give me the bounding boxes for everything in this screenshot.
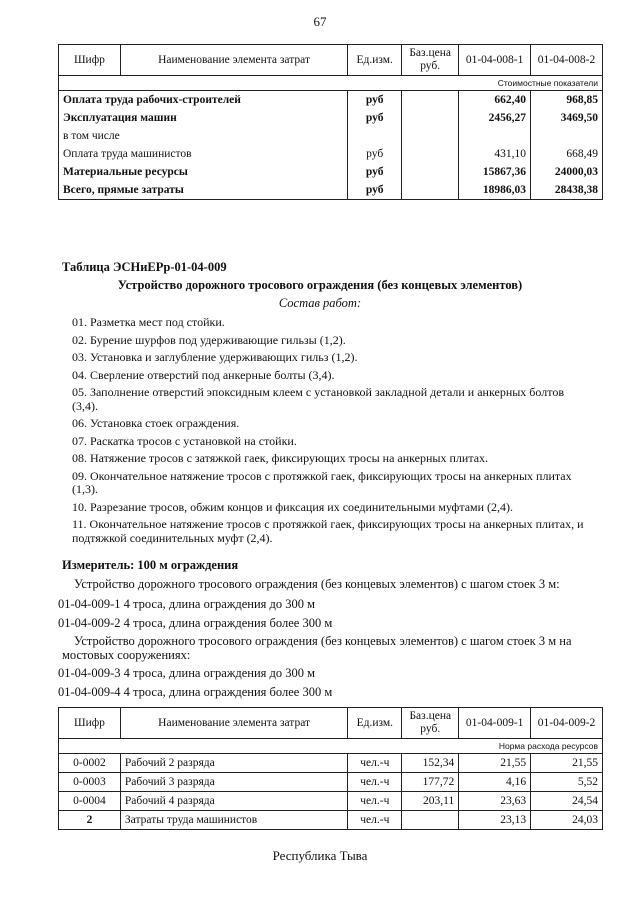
table-row	[59, 181, 603, 200]
row-code: 2	[59, 811, 121, 830]
operation-item: 10. Разрезание тросов, обжим концов и фиксация их соединительными муфтами (2,4).	[72, 499, 514, 514]
variant-item: 01-04-009-1 4 троса, длина ограждения до 300 м	[58, 597, 316, 611]
header-unit: Ед.изм.	[348, 45, 402, 76]
row-name: Всего, прямые затраты	[59, 181, 348, 200]
row-value-2: 968,85	[531, 91, 603, 110]
operation-item: 07. Раскатка тросов с установкой на стойки.	[72, 433, 297, 448]
table-header-row	[59, 45, 603, 76]
section-title: Устройство дорожного тросового ограждения (без концевых элементов)	[117, 278, 523, 292]
operation-item: 03. Установка и заглубление удерживающих гильз (1,2).	[72, 350, 358, 364]
operations-list	[72, 316, 592, 549]
row-unit: руб	[348, 91, 402, 110]
header-name: Наименование элемента затрат	[120, 45, 347, 76]
table-row	[59, 127, 603, 145]
row-value-1: 431,10	[459, 145, 531, 163]
table-row	[59, 792, 603, 811]
row-value-1: 18986,03	[459, 181, 531, 200]
row-price	[402, 181, 459, 200]
row-name: Материальные ресурсы	[59, 163, 348, 181]
row-value-1	[459, 127, 531, 145]
variant-intro-bridges: Устройство дорожного тросового ограждения (без концевых элементов) с шагом стоек 3 м на мостовых сооружениях:	[62, 634, 572, 662]
row-price: 203,11	[402, 792, 459, 811]
cost-table	[58, 44, 603, 200]
table-row	[59, 754, 603, 773]
row-price	[402, 145, 459, 163]
row-value-1: 21,55	[459, 754, 531, 773]
row-price	[402, 109, 459, 127]
row-unit: чел.-ч	[348, 811, 402, 830]
operation-item: 02. Бурение шурфов под удерживающие гильзы (1,2).	[72, 332, 346, 347]
variant-item: 01-04-009-3 4 троса, длина ограждения до 300 м	[58, 666, 316, 680]
table-subheader-row	[59, 739, 603, 754]
row-unit: руб	[348, 109, 402, 127]
row-value-2: 3469,50	[531, 109, 603, 127]
row-name: Рабочий 4 разряда	[120, 792, 347, 811]
row-unit: чел.-ч	[348, 754, 402, 773]
operation-item: 11. Окончательное натяжение тросов с протяжкой гаек, фиксирующих тросы на анкерных плитах, и подтяжкой соединительных муфт (2,4).	[72, 517, 584, 545]
row-value-1: 23,13	[459, 811, 531, 830]
header-col-2: 01-04-009-2	[531, 708, 603, 739]
operation-item: 01. Разметка мест под стойки.	[72, 315, 225, 329]
variant-intro: Устройство дорожного тросового ограждения (без концевых элементов) с шагом стоек 3 м:	[74, 577, 560, 591]
subheader-label: Норма расхода ресурсов	[59, 739, 603, 754]
row-code: 0-0002	[59, 754, 121, 773]
row-name: Оплата труда рабочих-строителей	[59, 91, 348, 110]
variant-item: 01-04-009-4 4 троса, длина ограждения более 300 м	[58, 685, 333, 699]
row-price	[402, 127, 459, 145]
row-value-2: 24,54	[531, 792, 603, 811]
row-name: Затраты труда машинистов	[120, 811, 347, 830]
page-number: 67	[313, 14, 327, 29]
header-unit: Ед.изм.	[348, 708, 402, 739]
table-row	[59, 91, 603, 110]
header-base-price: Баз.цена руб.	[402, 45, 459, 76]
table-header-row	[59, 708, 603, 739]
variant-item: 01-04-009-2 4 троса, длина ограждения более 300 м	[58, 616, 333, 630]
table-row	[59, 163, 603, 181]
row-name: в том числе	[59, 127, 348, 145]
row-unit: руб	[348, 145, 402, 163]
row-value-1: 15867,36	[459, 163, 531, 181]
row-value-2: 21,55	[531, 754, 603, 773]
row-unit: чел.-ч	[348, 773, 402, 792]
row-value-2	[531, 127, 603, 145]
section-subtitle: Состав работ:	[278, 296, 362, 310]
subheader-label: Стоимостные показатели	[59, 76, 603, 91]
row-value-2: 668,49	[531, 145, 603, 163]
operation-item: 09. Окончательное натяжение тросов с протяжкой гаек, фиксирующих тросы на анкерных плитах (1,3).	[72, 468, 572, 496]
table-row	[59, 145, 603, 163]
row-code: 0-0003	[59, 773, 121, 792]
row-price	[402, 163, 459, 181]
row-price: 177,72	[402, 773, 459, 792]
row-value-1: 4,16	[459, 773, 531, 792]
operation-item: 05. Заполнение отверстий эпоксидным клеем с установкой закладной детали и анкерных болтов (3,4).	[72, 385, 564, 413]
row-code: 0-0004	[59, 792, 121, 811]
operation-item: 06. Установка стоек ограждения.	[72, 416, 240, 430]
row-name: Оплата труда машинистов	[59, 145, 348, 163]
row-price: 152,34	[402, 754, 459, 773]
row-name: Рабочий 2 разряда	[120, 754, 347, 773]
row-price	[402, 811, 459, 830]
row-name: Эксплуатация машин	[59, 109, 348, 127]
row-name: Рабочий 3 разряда	[120, 773, 347, 792]
row-unit: руб	[348, 181, 402, 200]
row-value-2: 24000,03	[531, 163, 603, 181]
header-code: Шифр	[59, 45, 121, 76]
row-value-1: 662,40	[459, 91, 531, 110]
table-subheader-row	[59, 76, 603, 91]
row-unit: руб	[348, 163, 402, 181]
row-value-1: 2456,27	[459, 109, 531, 127]
table-row	[59, 773, 603, 792]
row-price	[402, 91, 459, 110]
header-base-price: Баз.цена руб.	[402, 708, 459, 739]
row-unit	[348, 127, 402, 145]
row-value-2: 28438,38	[531, 181, 603, 200]
row-value-2: 24,03	[531, 811, 603, 830]
header-name: Наименование элемента затрат	[120, 708, 347, 739]
header-col-1: 01-04-008-1	[459, 45, 531, 76]
table-row	[59, 109, 603, 127]
row-value-2: 5,52	[531, 773, 603, 792]
operation-item: 04. Сверление отверстий под анкерные болты (3,4).	[72, 367, 335, 382]
row-value-1: 23,63	[459, 792, 531, 811]
operation-item: 08. Натяжение тросов с затяжкой гаек, фиксирующих тросы на анкерных плитах.	[72, 451, 489, 465]
resource-table	[58, 707, 603, 830]
table-code: Таблица ЭСНиЕРр-01-04-009	[62, 260, 227, 274]
header-code: Шифр	[59, 708, 121, 739]
row-unit: чел.-ч	[348, 792, 402, 811]
measure-unit: Измеритель: 100 м ограждения	[62, 558, 239, 572]
header-col-2: 01-04-008-2	[531, 45, 603, 76]
footer-region: Республика Тыва	[272, 848, 368, 863]
header-col-1: 01-04-009-1	[459, 708, 531, 739]
table-row	[59, 811, 603, 830]
